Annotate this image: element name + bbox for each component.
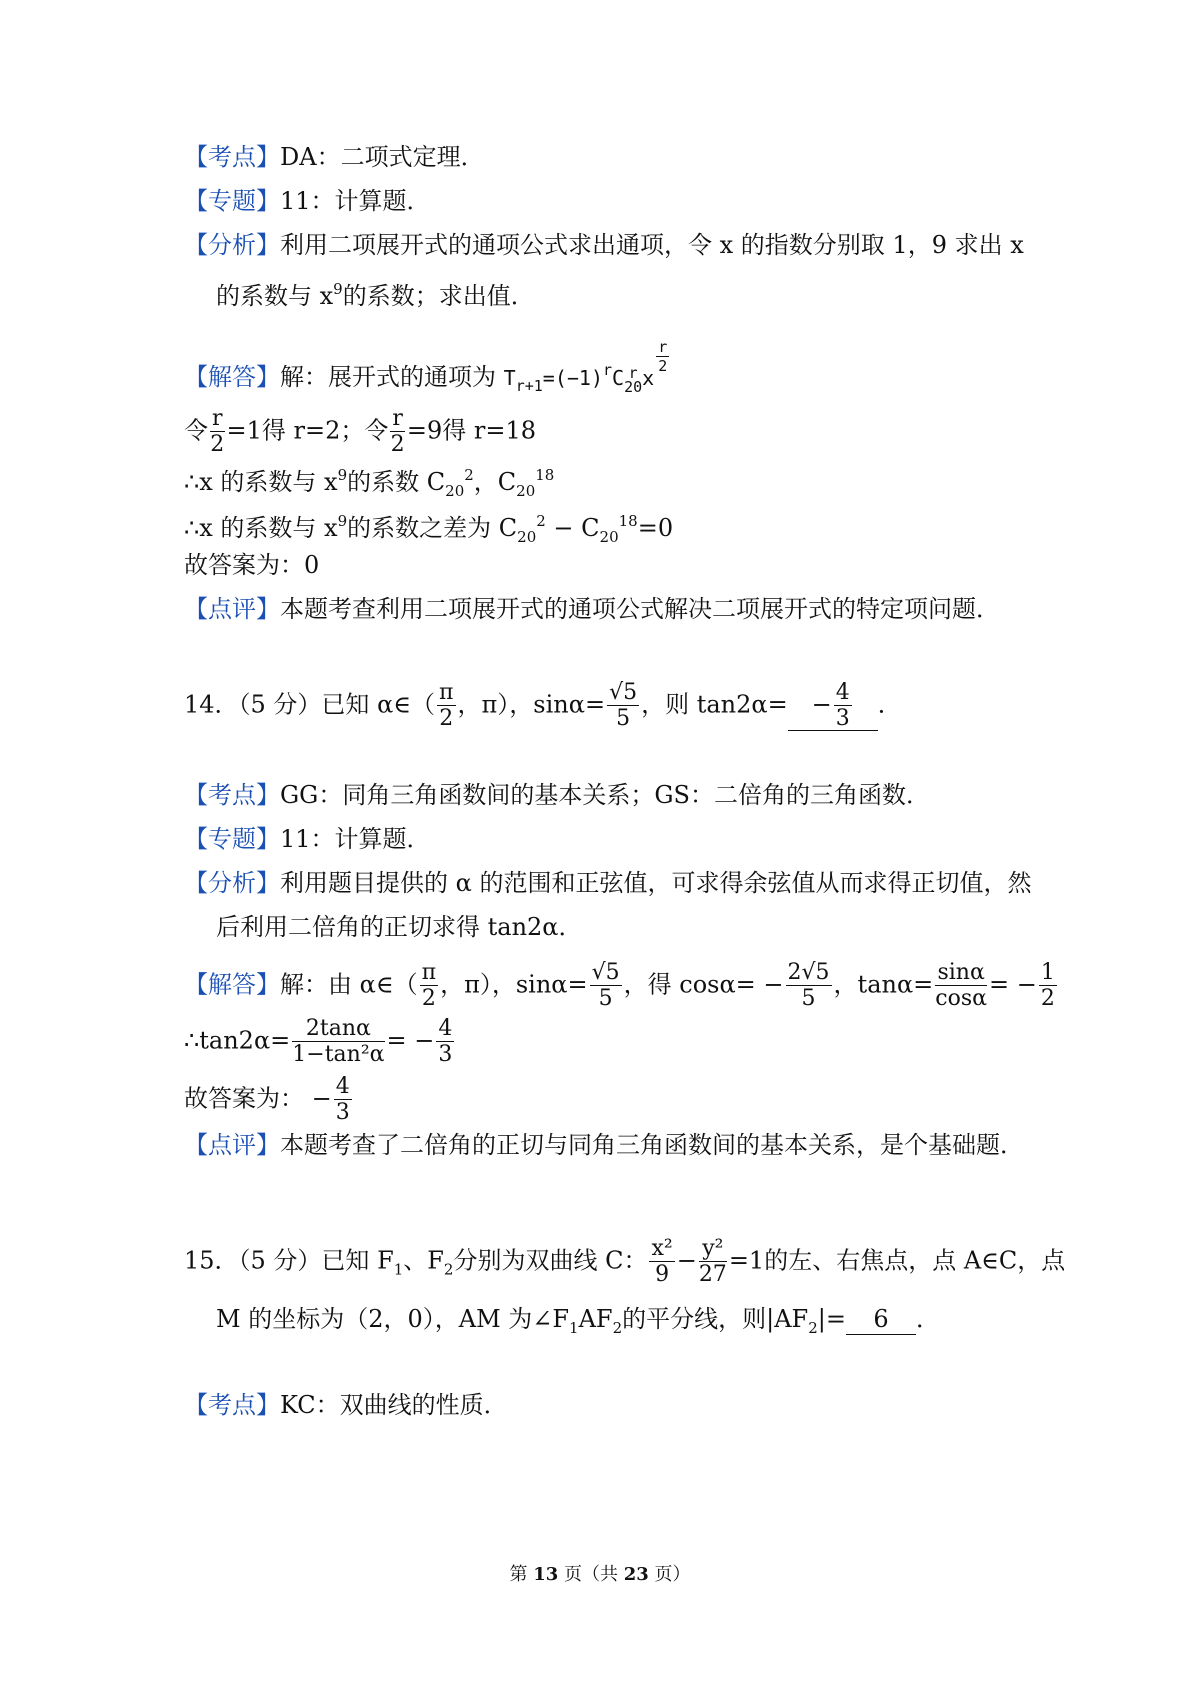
tag-jieda: 【解答】: [184, 363, 280, 391]
tag-zhuanti: 【专题】: [184, 187, 280, 215]
page-footer: 第 13 页（共 23 页）: [509, 1564, 691, 1585]
q14-fenxi-cont: 后利用二倍角的正切求得 tan2α．: [216, 913, 583, 941]
q14-zhuanti: 【专题】11：计算题．: [184, 825, 431, 853]
q15-stem-cont: M 的坐标为（2，0），AM 为$\angle F_1AF_2$的平分线，则$|AF_2|= 6$ ．: [216, 1305, 940, 1337]
general-term-formula: $T_{r+1}=(-1)^rC$ r 20 x $\frac{r}{2}$: [503, 338, 668, 396]
q13-jieda: 【解答】解：展开式的通项为 $T_{r+1}=(-1)^rC$ r 20 x $\frac{r}{2}$: [184, 340, 671, 401]
tag-fenxi: 【分析】: [184, 231, 280, 259]
q15-stem: 15．（5 分）已知 $F_1$、$F_2$分别为双曲线 C： $\frac{\text{x²}}{9}$ − $\frac{\text{y²}}{27}$ =1的左、右焦点，点 A∈C，点: [184, 1236, 1066, 1287]
q14-dianping: 【点评】本题考查了二倍角的正切与同角三角函数间的基本关系，是个基础题．: [184, 1131, 1024, 1159]
answer-blank: 6: [846, 1304, 916, 1335]
q14-stem: 14．（5 分）已知 α∈（ $\frac{\pi}{2}$ ，π），sinα= $\frac{√5}{5}$ ，则 tan2α= − $\frac{4}{3}$ ．: [184, 680, 902, 731]
q13-kaodian: 【考点】DA：二项式定理．: [184, 143, 485, 171]
q13-fenxi: 【分析】利用二项展开式的通项公式求出通项，令 x 的指数分别取 1，9 求出 x: [184, 231, 1024, 259]
tag-dianping: 【点评】: [184, 595, 280, 623]
q14-kaodian: 【考点】GG：同角三角函数间的基本关系；GS：二倍角的三角函数．: [184, 781, 930, 809]
q13-fenxi-cont: 的系数与 $x^9$的系数；求出值．: [216, 280, 535, 310]
q15-kaodian: 【考点】KC：双曲线的性质．: [184, 1391, 508, 1419]
q14-fenxi: 【分析】利用题目提供的 α 的范围和正弦值，可求得余弦值从而求得正切值，然: [184, 869, 1032, 897]
answer-blank: − $\frac{4}{3}$: [788, 682, 878, 731]
q13-line-r-values: 令 $\frac{r}{2}$ =1得 r=2；令 $\frac{r}{2}$ =9得 r=18: [184, 406, 537, 457]
q14-answer: 故答案为： − $\frac{4}{3}$: [184, 1074, 350, 1125]
tag-kaodian: 【考点】: [184, 143, 280, 171]
q13-zhuanti: 【专题】11：计算题．: [184, 187, 431, 215]
q13-line-difference: ∴x 的系数与 $x^9$的系数之差为 $C_{20}^2 - C_{20}^{18}=0$: [184, 512, 674, 546]
q13-answer: 故答案为：0: [184, 551, 320, 579]
q13-line-coefficients: ∴x 的系数与 $x^9$的系数 $C_{20}^2$，$C_{20}^{18}$: [184, 466, 555, 500]
q14-tan2a: ∴tan2α= $\frac{2\tan\alpha}{\text{1−tan²α}}$ = − $\frac{4}{3}$: [184, 1016, 453, 1067]
q14-jieda: 【解答】解：由 α∈（ $\frac{\pi}{2}$ ，π），sinα= $\frac{√5}{5}$ ，得 cosα= − $\frac{2√5}{5}$ ，tanα= $\frac{\sin\alpha}{\cos\alpha}$ = − $\frac{1}{2}$: [184, 960, 1055, 1011]
q13-dianping: 【点评】本题考查利用二项展开式的通项公式解决二项展开式的特定项问题．: [184, 595, 1000, 623]
